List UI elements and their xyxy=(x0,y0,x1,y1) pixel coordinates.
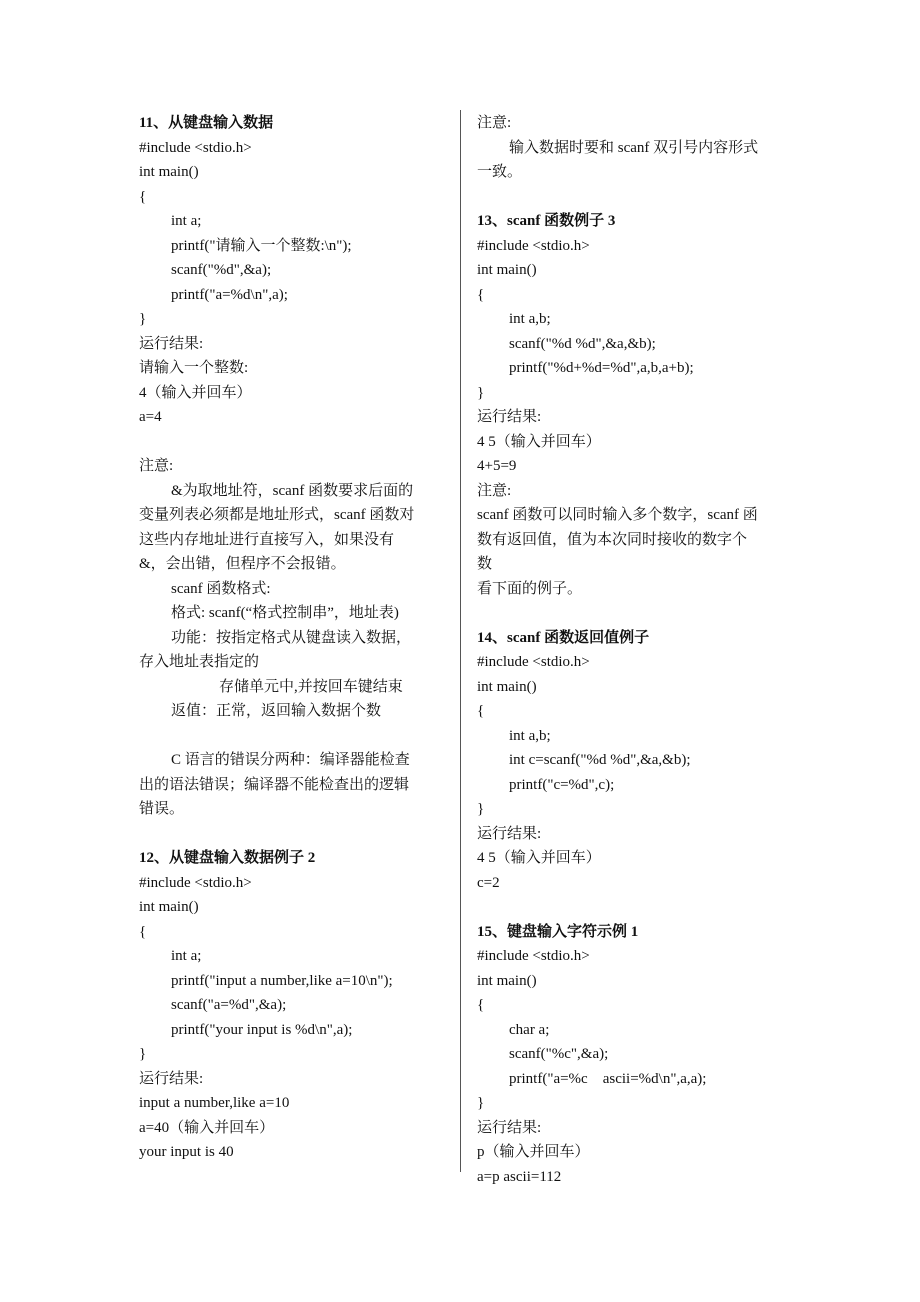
text-line: #include <stdio.h> xyxy=(477,948,590,964)
text-line: int main() xyxy=(477,678,537,695)
text-line: #include <stdio.h> xyxy=(477,654,590,670)
text-line: &为取地址符，scanf 函数要求后面的 xyxy=(171,482,414,499)
text-line: a=4 xyxy=(139,409,162,425)
text-line: 功能：按指定格式从键盘读入数据， xyxy=(171,629,412,646)
text-line: a=40（输入并回车） xyxy=(139,1119,275,1136)
text-line: 运行结果: xyxy=(477,825,542,842)
text-line: 4（输入并回车） xyxy=(139,384,252,401)
text-line: { xyxy=(477,286,485,303)
text-line: 出的语法错误；编译器不能检查出的逻辑 xyxy=(139,776,410,793)
text-line: } xyxy=(139,311,147,327)
text-line: { xyxy=(139,923,147,940)
text-line: 格式: scanf(“格式控制串”，地址表) xyxy=(171,605,399,621)
blank-line xyxy=(139,822,441,847)
text-line: char a; xyxy=(509,1021,550,1038)
text-line: 看下面的例子。 xyxy=(477,580,583,597)
text-line: scanf("%d",&a); xyxy=(171,262,272,278)
text-line: 运行结果: xyxy=(139,1070,204,1087)
text-line: 数 xyxy=(477,556,493,572)
text-line: { xyxy=(477,703,485,719)
text-line: int main() xyxy=(477,972,537,989)
text-line: int a,b; xyxy=(509,311,551,327)
text-line: scanf("a=%d",&a); xyxy=(171,997,287,1013)
text-line: input a number,like a=10 xyxy=(139,1095,290,1111)
text-line: 输入数据时要和 scanf 双引号内容形式 xyxy=(509,139,759,156)
text-line: 4+5=9 xyxy=(477,458,517,474)
section-heading: 14、scanf 函数返回值例子 xyxy=(477,629,650,646)
text-line: C 语言的错误分两种：编译器能检查 xyxy=(171,752,410,768)
text-line: int a; xyxy=(171,948,202,964)
text-line: 数有返回值，值为本次同时接收的数字个 xyxy=(477,531,748,548)
text-line: } xyxy=(477,1095,485,1111)
text-line: printf("a=%d\n",a); xyxy=(171,286,288,303)
text-line: 注意: xyxy=(477,115,512,131)
text-line: 注意: xyxy=(139,458,174,474)
text-line: { xyxy=(139,188,147,205)
blank-line xyxy=(477,895,783,920)
section-heading: 15、键盘输入字符示例 1 xyxy=(477,923,639,940)
text-line: p（输入并回车） xyxy=(477,1144,590,1160)
text-line: printf("%d+%d=%d",a,b,a+b); xyxy=(509,360,694,376)
section-heading: 12、从键盘输入数据例子 2 xyxy=(139,850,316,866)
text-line: 变量列表必须都是地址形式，scanf 函数对 xyxy=(139,507,415,523)
column-divider xyxy=(460,110,461,1172)
text-line: 错误。 xyxy=(139,801,185,817)
text-line: 运行结果: xyxy=(477,1119,542,1136)
text-line: } xyxy=(477,384,485,401)
section-heading: 13、scanf 函数例子 3 xyxy=(477,213,616,229)
text-line: printf("a=%c ascii=%d\n",a,a); xyxy=(509,1070,707,1087)
blank-line xyxy=(477,185,783,210)
text-line: #include <stdio.h> xyxy=(477,237,590,254)
text-line: printf("请输入一个整数:\n"); xyxy=(171,237,352,254)
text-line: 运行结果: xyxy=(139,335,204,352)
text-line: a=p ascii=112 xyxy=(477,1168,562,1185)
blank-line xyxy=(139,430,441,455)
section-heading: 11、从键盘输入数据 xyxy=(139,115,274,131)
blank-line xyxy=(139,724,441,749)
text-line: #include <stdio.h> xyxy=(139,139,252,156)
text-line: &，会出错，但程序不会报错。 xyxy=(139,556,346,572)
text-line: int a; xyxy=(171,213,202,229)
text-line: { xyxy=(477,997,485,1013)
text-line: scanf 函数格式: xyxy=(171,580,271,597)
text-line: int c=scanf("%d %d",&a,&b); xyxy=(509,752,691,768)
text-line: int main() xyxy=(139,899,199,915)
blank-line xyxy=(477,601,783,626)
text-line: int main() xyxy=(139,164,199,180)
text-line: 注意: xyxy=(477,482,512,499)
text-line: int main() xyxy=(477,262,537,278)
text-line: printf("input a number,like a=10\n"); xyxy=(171,972,393,989)
text-line: int a,b; xyxy=(509,727,551,744)
text-line: your input is 40 xyxy=(139,1144,234,1160)
text-line: 存储单元中,并按回车键结束 xyxy=(219,678,403,695)
text-line: scanf("%d %d",&a,&b); xyxy=(509,335,656,352)
text-line: scanf 函数可以同时输入多个数字，scanf 函 xyxy=(477,507,758,523)
text-line: } xyxy=(139,1046,147,1062)
text-line: 存入地址表指定的 xyxy=(139,654,260,670)
text-line: c=2 xyxy=(477,874,500,891)
text-line: 返值：正常，返回输入数据个数 xyxy=(171,703,382,719)
text-line: printf("your input is %d\n",a); xyxy=(171,1021,353,1038)
text-line: 这些内存地址进行直接写入，如果没有 xyxy=(139,531,395,548)
text-line: printf("c=%d",c); xyxy=(509,776,615,793)
text-line: 4 5（输入并回车） xyxy=(477,433,601,450)
text-line: scanf("%c",&a); xyxy=(509,1046,609,1062)
text-line: #include <stdio.h> xyxy=(139,874,252,891)
text-line: 运行结果: xyxy=(477,409,542,425)
right-column xyxy=(477,111,783,1189)
text-line: 4 5（输入并回车） xyxy=(477,850,601,866)
text-line: } xyxy=(477,801,485,817)
text-line: 请输入一个整数: xyxy=(139,360,249,376)
left-column xyxy=(139,111,441,1165)
text-line: 一致。 xyxy=(477,164,523,180)
